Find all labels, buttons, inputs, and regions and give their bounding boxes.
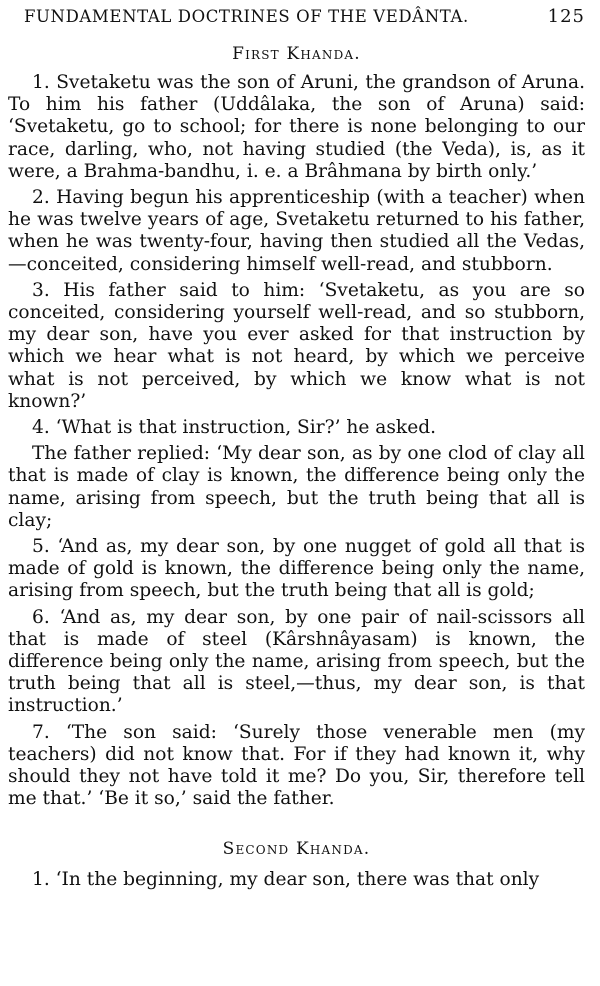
paragraph: 5. ‘And as, my dear son, by one nugget of gold all that is made of gold is known, the difference being only the name, arising from speech, but the truth being that all is gold; <box>8 536 585 602</box>
paragraph: 1. ‘In the beginning, my dear son, there was that only <box>32 868 540 890</box>
paragraph: 3. His father said to him: ‘Svetaketu, as you are so conceited, considering yourself well-read, and so stubborn, my dear son, have you ever asked for that instruction by which we hear what is not heard, by which we perceive what is not perceived, by which we know what is not known?’ <box>8 279 585 412</box>
page-number: 125 <box>547 6 585 27</box>
running-head <box>24 6 585 28</box>
paragraph: 4. ‘What is that instruction, Sir?’ he asked. <box>32 417 437 439</box>
section-title: Second Khanda. <box>222 838 371 859</box>
second-khanda-section <box>8 837 585 891</box>
section-title: First Khanda. <box>232 44 361 64</box>
paragraph: The father replied: ‘My dear son, as by one clod of clay all that is made of clay is known, the difference being only the name, arising from speech, but the truth being that all is clay; <box>8 443 585 531</box>
paragraph: 2. Having begun his apprenticeship (with a teacher) when he was twelve years of age, Svetaketu returned to his father, when he was twenty-four, having then studied all the Vedas,—conceited, considering himself well-read, and stubborn. <box>8 187 585 275</box>
paragraph: 7. ‘The son said: ‘Surely those venerable men (my teachers) did not know that. For if they had known it, why should they not have told it me? Do you, Sir, therefore tell me that.’ ‘Be it so,’ said the father. <box>8 721 585 810</box>
paragraph: 6. ‘And as, my dear son, by one pair of nail-scissors all that is made of steel (Kârshnâyasam) is known, the difference being only the name, arising from speech, but the truth being that all is steel,—thus, my dear son, is that instruction.’ <box>8 606 585 717</box>
first-khanda-section <box>8 42 585 811</box>
paragraph: 1. Svetaketu was the son of Aruni, the grandson of Aruna. To him his father (Uddâlaka, the son of Aruna) said: ‘Svetaketu, go to school; for there is none belonging to our race, darling, who, not having studied (the Veda), is, as it were, a Brahma-bandhu, i. e. a Brâhmana by birth only.’ <box>8 72 585 182</box>
running-head-title: FUNDAMENTAL DOCTRINES OF THE VEDÂNTA. <box>24 7 469 26</box>
